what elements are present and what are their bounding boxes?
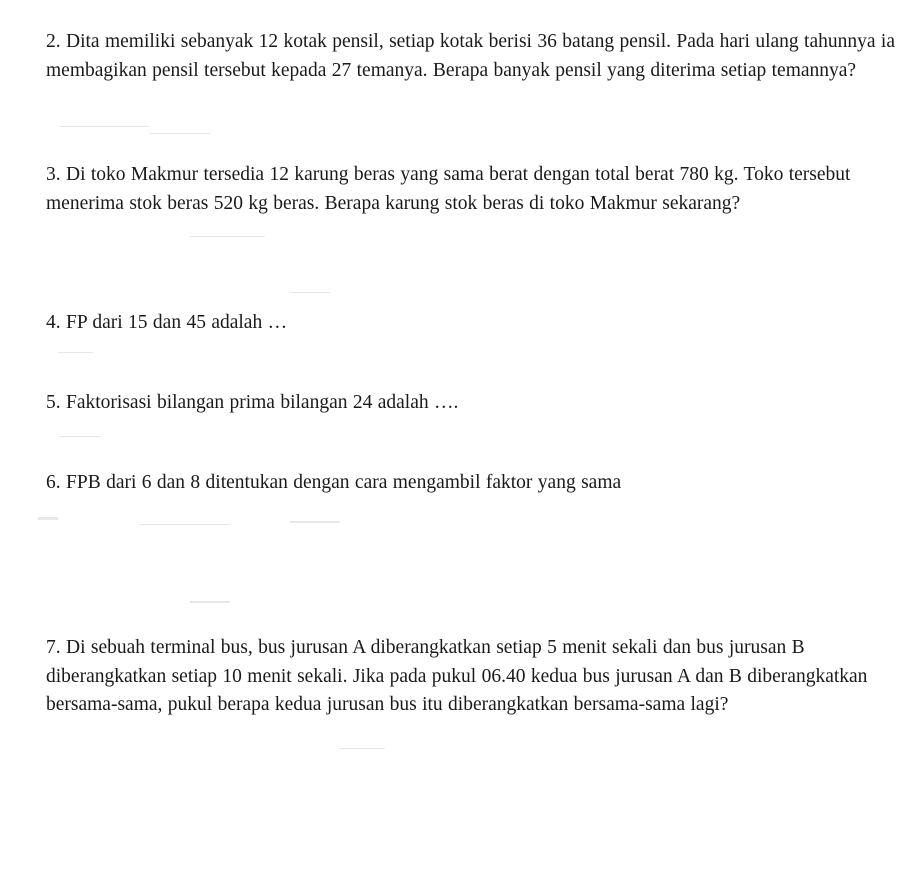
erased-mark — [290, 292, 330, 293]
erased-mark — [60, 126, 150, 127]
erased-mark — [190, 601, 230, 603]
question-2: 2. Dita memiliki sebanyak 12 kotak pensil, setiap kotak berisi 36 batang pensil. Pada hari ulang tahunnya ia membagikan pensil tersebut kepada 27 temanya. Berapa banyak pensil yang diterima setiap temannya? — [46, 31, 895, 81]
question-3: 3. Di toko Makmur tersedia 12 karung beras yang sama berat dengan total berat 780 kg. Toko tersebut menerima stok beras 520 kg beras. Berapa karung stok beras di toko Makmur sekarang? — [46, 164, 851, 214]
erased-mark — [38, 517, 58, 520]
erased-mark — [290, 521, 340, 523]
erased-mark — [140, 524, 230, 525]
erased-mark — [340, 748, 385, 749]
question-5: 5. Faktorisasi bilangan prima bilangan 24 adalah …. — [46, 392, 459, 413]
question-6: 6. FPB dari 6 dan 8 ditentukan dengan cara mengambil faktor yang sama — [46, 472, 622, 493]
erased-mark — [190, 236, 265, 237]
erased-mark — [58, 352, 93, 353]
erased-mark — [150, 133, 210, 134]
question-4: 4. FP dari 15 dan 45 adalah … — [46, 312, 288, 333]
erased-mark — [60, 436, 100, 437]
question-7: 7. Di sebuah terminal bus, bus jurusan A diberangkatkan setiap 5 menit sekali dan bus jurusan B diberangkatkan setiap 10 menit sekali. Jika pada pukul 06.40 kedua bus jurusan A dan B diberangkatkan bersama-sama, pukul berapa kedua jurusan bus itu diberangkatkan bersama-sama lagi? — [46, 637, 868, 715]
